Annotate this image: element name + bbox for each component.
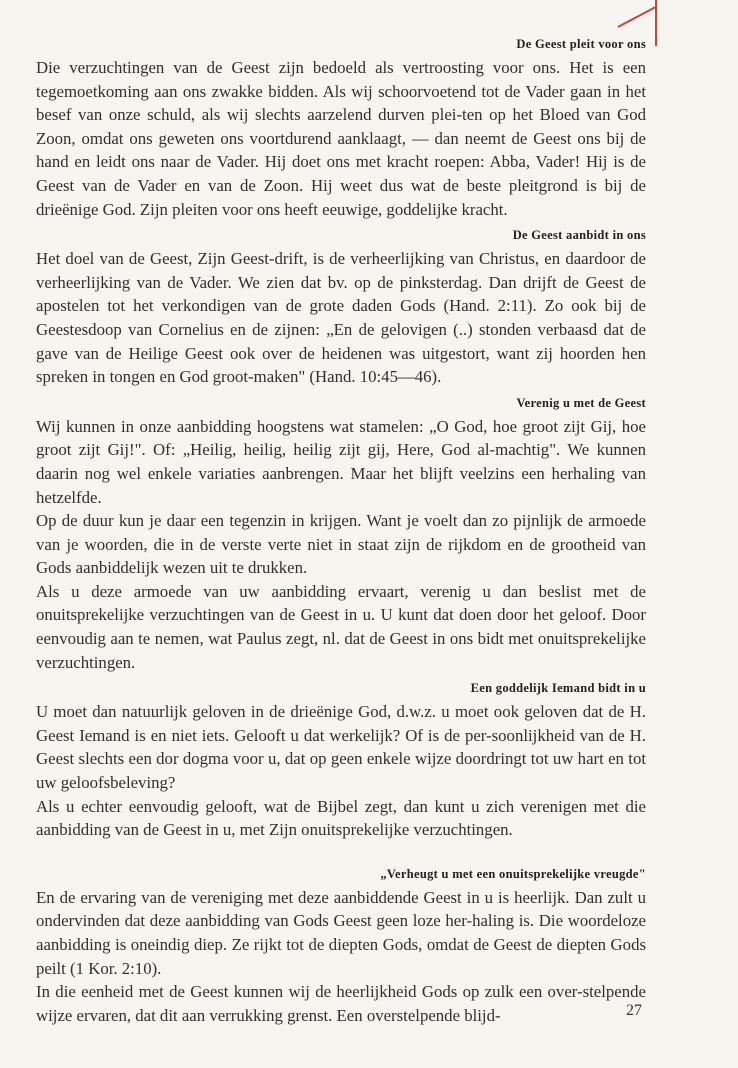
- section-verheugt: [36, 866, 646, 1028]
- section-geest-pleit: [36, 36, 646, 221]
- spacer: [36, 848, 646, 866]
- section-heading: Verenig u met de Geest: [516, 395, 646, 410]
- section-verenig: [36, 395, 646, 675]
- paragraph: Op de duur kun je daar een tegenzin in krijgen. Want je voelt dan zo pijnlijk de armoede van je woorden, die in de verste verte niet in staat zijn de rijkdom en de grootheid van Gods aanbiddelijk wezen uit te drukken.: [36, 511, 646, 578]
- section-heading: Een goddelijk Iemand bidt in u: [470, 681, 646, 696]
- section-goddelijk-iemand: [36, 680, 646, 842]
- page-content: [36, 36, 646, 1033]
- paragraph: Het doel van de Geest, Zijn Geest-drift, is de verheerlijking van Christus, en daardoor de verheerlijking van de Vader. We zien dat bv. op de pinksterdag. Dan drijft de Geest de apostelen tot het verkondigen van de grote daden Gods (Hand. 2:11). Zo ook bij de Geestesdoop van Cornelius en de zijnen: „En de gelovigen (..) stonden verbaasd dat de gave van de Heilige Geest ook over de heidenen was uitgestort, want zij hoorden hen spreken in tongen en God groot-maken" (Hand. 10:45—46).: [36, 249, 646, 387]
- paragraph: Die verzuchtingen van de Geest zijn bedoeld als vertroosting voor ons. Het is een tegemoetkoming aan ons zwakke bidden. Als wij schoorvoetend tot de Vader gaan in het besef van onze schuld, als wij slechts aarzelend durven plei-ten op het Bloed van God Zoon, omdat ons geweten ons voortdurend aanklaagt, — dan neemt de Geest ons bij de hand en leidt ons naar de Vader. Hij doet ons met kracht roepen: Abba, Vader! Hij is de Geest van de Vader en van de Zoon. Hij weet dus wat de beste pleitgrond is bij de drieënige God. Zijn pleiten voor ons heeft eeuwige, goddelijke kracht.: [36, 58, 646, 219]
- paragraph: En de ervaring van de vereniging met deze aanbiddende Geest in u is heerlijk. Dan zult u ondervinden dat deze aanbidding van Gods Geest geen loze her-haling is. Die woordeloze aanbidding is oneindig diep. Ze rijkt tot de diepten Gods, omdat de Geest de diepten Gods peilt (1 Kor. 2:10).: [36, 887, 646, 978]
- paragraph: Als u deze armoede van uw aanbidding ervaart, verenig u dan beslist met de onuitsprekelijke verzuchtingen van de Geest in u. U kunt dat doen door het geloof. Door eenvoudig aan te nemen, wat Paulus zegt, nl. dat de Geest in ons bidt met onuitsprekelijke verzuchtingen.: [36, 581, 646, 672]
- page-number: 27: [626, 1002, 642, 1019]
- section-heading: De Geest aanbidt in ons: [512, 228, 646, 243]
- paragraph: U moet dan natuurlijk geloven in de drieënige God, d.w.z. u moet ook geloven dat de H. Geest Iemand is en niet iets. Gelooft u dat werkelijk? Of is de per-soonlijkheid van de H. Geest slechts een dor dogma voor u, dat op geen enkele wijze doordringt tot uw hart en tot uw geloofsbeleving?: [36, 702, 646, 793]
- section-heading: De Geest pleit voor ons: [516, 37, 646, 51]
- section-heading: „Verheugt u met een onuitsprekelijke vreugde": [380, 866, 646, 881]
- section-geest-aanbidt: [36, 227, 646, 389]
- paragraph: Als u echter eenvoudig gelooft, wat de Bijbel zegt, dan kunt u zich verenigen met die aanbidding van de Geest in u, met Zijn onuitsprekelijke verzuchtingen.: [36, 796, 646, 840]
- paragraph: Wij kunnen in onze aanbidding hoogstens wat stamelen: „O God, hoe groot zijt Gij, hoe groot zijt Gij!". Of: „Heilig, heilig, heilig zijt gij, Here, God al-machtig". We kunnen daarin nog wel enkele variaties aanbrengen. Maar het blijft veelzins een herhaling van hetzelfde.: [36, 416, 646, 507]
- pen-mark-stroke: [618, 6, 656, 27]
- paragraph: In die eenheid met de Geest kunnen wij de heerlijkheid Gods op zulk een over-stelpende wijze ervaren, dat dit aan verrukking grenst. Een overstelpende blijd-: [36, 982, 646, 1025]
